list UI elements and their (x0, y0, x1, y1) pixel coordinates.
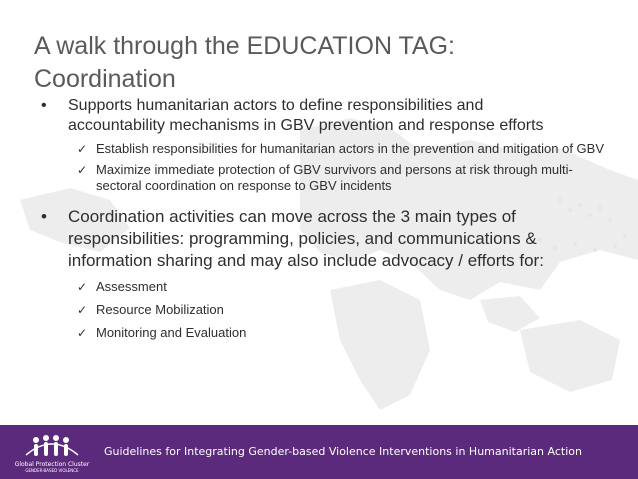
logo-caption (12, 461, 92, 473)
slide-title (34, 30, 624, 96)
checkmark-icon: ✓ (77, 163, 88, 177)
sub-bullet-2-3-text: Monitoring and Evaluation (96, 325, 247, 340)
sub-bullet-1-2 (77, 162, 616, 194)
logo-name: Global Protection Cluster (14, 461, 90, 468)
sub-bullet-2-1-text: Assessment (96, 279, 167, 294)
footer-text: Guidelines for Integrating Gender-based Violence Interventions in Humanitarian Action (104, 445, 582, 458)
bullet-1-text: Supports humanitarian actors to define responsibilities and accountability mechanisms in GBV prevention and response efforts (68, 97, 544, 134)
bullet-1 (41, 96, 583, 136)
bullet-icon: • (41, 97, 47, 114)
bullet-icon: • (41, 207, 47, 226)
slide-title-line-2: Coordination (34, 65, 176, 93)
sub-bullet-2-2 (77, 302, 616, 318)
people-figures-icon (12, 431, 92, 461)
sub-bullet-1-2-text: Maximize immediate protection of GBV survivors and persons at risk through multi-sectoral coordination on response to GBV incidents (96, 162, 573, 193)
footer-bar (0, 425, 638, 479)
sub-bullet-2-2-text: Resource Mobilization (96, 302, 224, 317)
sub-bullet-1-1-text: Establish responsibilities for humanitarian actors in the prevention and mitigation of GBV (96, 141, 604, 156)
checkmark-icon: ✓ (77, 280, 88, 294)
global-protection-cluster-logo (12, 431, 92, 475)
slide-body (0, 96, 638, 341)
logo-tagline: GENDER-BASED VIOLENCE (25, 468, 79, 473)
slide-title-line-1: A walk through the EDUCATION TAG: (34, 32, 455, 60)
sub-bullet-2-3 (77, 325, 616, 341)
checkmark-icon: ✓ (77, 142, 88, 156)
checkmark-icon: ✓ (77, 303, 88, 317)
bullet-2-text: Coordination activities can move across the 3 main types of responsibilities: programming, policies, and communications & information sharing and may also include advocacy / efforts for: (68, 207, 544, 270)
sub-bullet-2-1 (77, 279, 616, 295)
bullet-2 (41, 206, 593, 272)
checkmark-icon: ✓ (77, 326, 88, 340)
sub-bullet-1-1 (77, 141, 616, 157)
